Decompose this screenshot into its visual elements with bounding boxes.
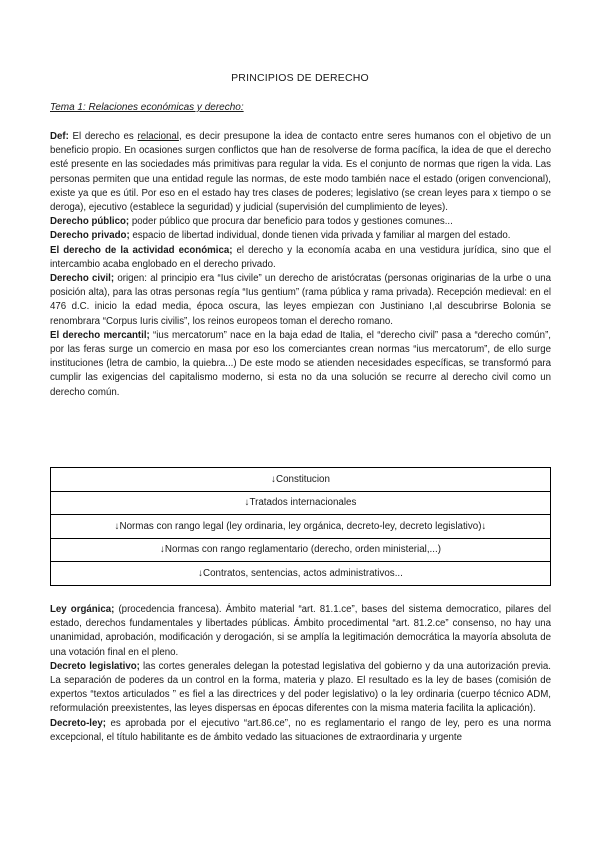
paragraph-derecho-civil [50,272,551,329]
decreto-ley-label: Decreto-ley; [50,717,106,729]
page-title: PRINCIPIOS DE DERECHO [231,72,369,84]
derecho-publico-text: poder público que procura dar beneficio para todos y gestiones comunes... [129,216,453,228]
derecho-civil-label: Derecho civil; [50,273,115,285]
normative-hierarchy-table [50,467,551,586]
definition-text-2: , es decir presupone la idea de contacto entre seres humanos con el objetivo de un beneficio propio. En ocasiones surgen conflictos que han de resolverse de forma pacífica, la idea de que el derecho esté presente en las sociedades más primitivas para regular la vida. Es el conjunto de normas que rigen la vida. Las personas permiten que una entidad regule las normas, de este modo también nace el estado (origen convencional), existe ya que es útil. Por eso en el estado hay tres clases de poderes; legislativo (se crean leyes para x tiempo o se deroga), ejecutivo (establece la seguridad) y judicial (supervisión del cumplimiento de leyes). [50,131,551,214]
decreto-legislativo-text: las cortes generales delegan la potestad legislativa del gobierno y da una autorización previa. La separación de poderes da un control en la forma, materia y plazo. El resultado es la ley de bases (comisión de expertos “textos articulados ” es fiel a las directrices y del poder legislativo) o la ley ordinaria (cuerpo técnico ADM, reformulación preexistentes, las leyes dispersas en épocas diferentes con la misma materia facilita la aplicación). [50,660,551,715]
paragraph-derecho-publico [50,215,551,229]
hierarchy-level-4: ↓Normas con rango reglamentario (derecho, orden ministerial,...) [51,538,551,562]
derecho-publico-label: Derecho público; [50,216,130,228]
actividad-economica-text: el derecho y la economía acaba en una vestidura jurídica, sino que el intercambio acaba englobado en el derecho privado. [50,244,551,270]
decreto-legislativo-label: Decreto legislativo; [50,660,140,672]
derecho-privado-text: espacio de libertad individual, donde tienen vida privada y familiar al margen del estado. [129,230,511,242]
derecho-civil-text: origen: al principio era “Ius civile” un derecho de aristócratas (personas originarias de la urbe o una posición alta), para las otras personas regía “Ius gentium” (rama pública y rama privada). Recepción medieval: en el 476 d.C. inicio la edad media, época oscura, las leyes empiezan con Justiniano I,al descubrirse Bolonia se renombrara “Corpus Iuris civilis”, los reinos europeos toman el derecho romano. [50,273,551,327]
table-row [51,515,551,539]
hierarchy-level-1: ↓Constitucion [51,468,551,492]
ley-organica-text: (procedencia francesa). Ámbito material “art. 81.1.ce”, bases del sistema democratico, pilares del estado, derechos fundamentales y libertades públicas. Ámbito procedimental “art. 81.2.ce” consenso, no hay una unanimidad, aprobación, modificación y derogación, si se amplía la legitimación democrática la mayoría absoluta de una votación final en el pleno. [50,604,551,658]
paragraph-definition [50,130,551,215]
table-row [51,468,551,492]
paragraph-ley-organica [50,603,551,660]
derecho-mercantil-label: El derecho mercantil; [50,329,150,341]
hierarchy-level-3: ↓Normas con rango legal (ley ordinaria, ley orgánica, decreto-ley, decreto legislativo)↓ [51,515,551,539]
body-text-bottom [50,603,551,745]
table-row [51,538,551,562]
derecho-mercantil-text: “ius mercatorum” nace en la baja edad de Italia, el “derecho civil” pasa a “derecho común”, por las feras surge un comercio en masa por eso los comerciantes crean normas “ius mercatorum”, de ello surge instituciones (letra de cambio, la quiebra...) De este modo se atienden necesidades específicas, se transformó para cumplir las exigencias del capitalismo moderno, si esta no da una solución se recurre al derecho civil como un derecho común. [50,329,551,398]
ley-organica-label: Ley orgánica; [50,604,115,615]
paragraph-decreto-ley [50,717,551,745]
actividad-economica-label: El derecho de la actividad económica; [50,244,233,256]
section-subtitle: Tema 1: Relaciones económicas y derecho: [50,102,244,113]
paragraph-actividad-economica [50,244,551,272]
hierarchy-level-2: ↓Tratados internacionales [51,491,551,515]
body-text-top [50,130,551,400]
definition-label: Def: [50,131,69,142]
paragraph-derecho-privado [50,229,551,243]
hierarchy-level-5: ↓Contratos, sentencias, actos administrativos... [51,562,551,586]
definition-underlined: relacional [137,131,179,142]
paragraph-derecho-mercantil [50,329,551,400]
derecho-privado-label: Derecho privado; [50,230,130,242]
table-row [51,491,551,515]
paragraph-decreto-legislativo [50,660,551,717]
definition-text-1: El derecho es [68,131,138,142]
decreto-ley-text: es aprobada por el ejecutivo “art.86.ce”, no es reglamentario el rango de ley, pero es una norma excepcional, el título habilitante es de ámbito vedado las situaciones de extraordinaria y urgente [50,717,551,743]
table-row [51,562,551,586]
